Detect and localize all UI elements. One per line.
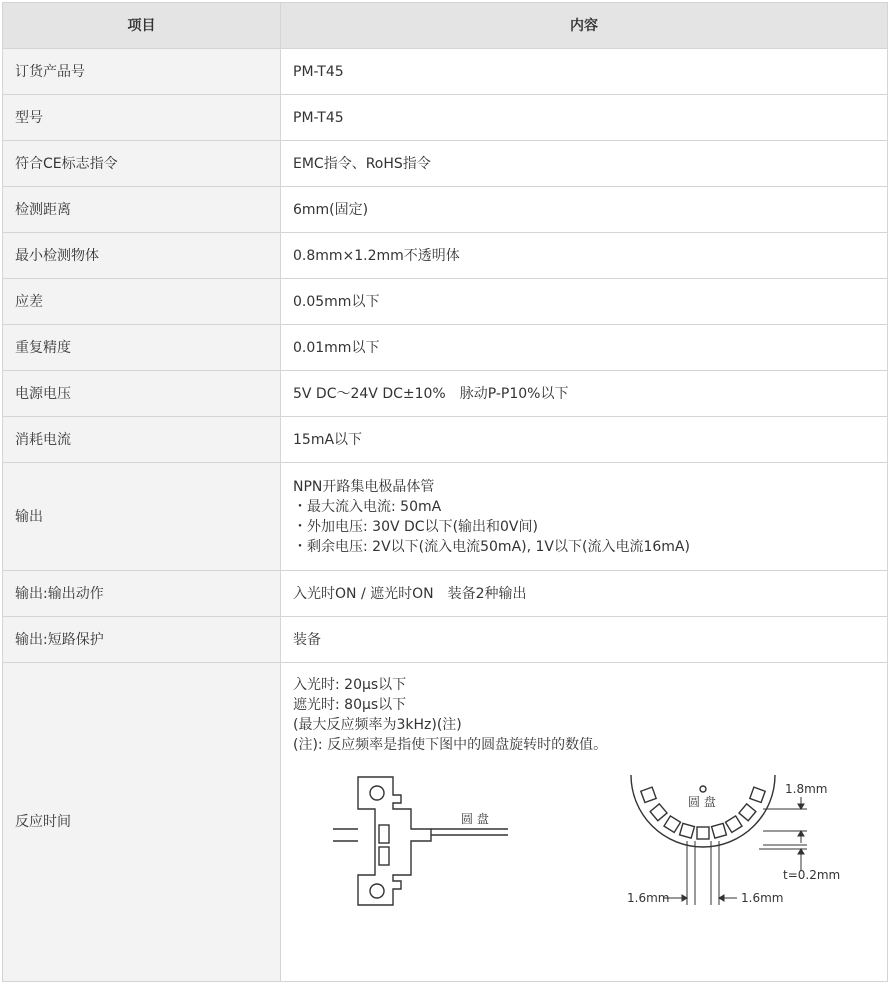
row-label: 电源电压	[3, 371, 281, 417]
response-line: 遮光时: 80μs以下	[293, 697, 407, 713]
table-row	[3, 371, 888, 417]
row-label: 最小检测物体	[3, 233, 281, 279]
row-label: 输出:输出动作	[3, 571, 281, 617]
row-label: 反应时间	[3, 663, 281, 982]
dim-slot: 1.8mm	[785, 782, 828, 796]
header-content: 内容	[281, 3, 888, 49]
row-label: 输出	[3, 463, 281, 571]
disc-slot	[725, 816, 742, 833]
row-label: 消耗电流	[3, 417, 281, 463]
table-row	[3, 233, 888, 279]
response-figure	[293, 767, 875, 927]
disc-slot	[750, 787, 765, 802]
table-row	[3, 325, 888, 371]
dim-thickness: t=0.2mm	[783, 868, 841, 882]
row-value: 0.05mm以下	[281, 279, 888, 325]
output-line: ・外加电压: 30V DC以下(输出和0V间)	[293, 518, 538, 535]
row-value: EMC指令、RoHS指令	[281, 141, 888, 187]
response-line: (注): 反应频率是指使下图中的圆盘旋转时的数值。	[293, 737, 608, 753]
disc-slot	[664, 816, 681, 833]
row-value: 15mA以下	[281, 417, 888, 463]
disc-slot	[641, 787, 656, 802]
table-row-output	[3, 463, 888, 571]
header-item: 项目	[3, 3, 281, 49]
disc-slot	[739, 804, 756, 821]
dim-left: 1.6mm	[627, 891, 670, 905]
dim-right: 1.6mm	[741, 891, 784, 905]
table-row	[3, 571, 888, 617]
table-row	[3, 187, 888, 233]
row-value: 0.01mm以下	[281, 325, 888, 371]
row-value: 0.8mm×1.2mm不透明体	[281, 233, 888, 279]
table-row	[3, 617, 888, 663]
row-value: 5V DC～24V DC±10% 脉动P-P10%以下	[281, 371, 888, 417]
disc-slot	[650, 804, 667, 821]
row-label: 重复精度	[3, 325, 281, 371]
output-line: ・剩余电压: 2V以下(流入电流50mA), 1V以下(流入电流16mA)	[293, 538, 690, 555]
row-value: PM-T45	[281, 49, 888, 95]
table-row	[3, 279, 888, 325]
row-value: PM-T45	[281, 95, 888, 141]
disc-label-right: 圆 盘	[688, 795, 716, 809]
header-row	[3, 3, 888, 49]
dimension-lines	[663, 797, 807, 905]
response-value	[281, 663, 888, 982]
row-label: 输出:短路保护	[3, 617, 281, 663]
table-row	[3, 141, 888, 187]
disc-slot	[712, 823, 727, 838]
response-line: 入光时: 20μs以下	[293, 677, 407, 693]
disc-drawing	[631, 775, 775, 847]
row-label: 应差	[3, 279, 281, 325]
row-label: 型号	[3, 95, 281, 141]
sensor-drawing	[333, 777, 508, 905]
disc-slot	[680, 823, 695, 838]
row-value: 6mm(固定)	[281, 187, 888, 233]
sensor-disc-diagram	[293, 767, 873, 927]
table-row-response	[3, 663, 888, 982]
table-row	[3, 417, 888, 463]
output-value	[281, 463, 888, 571]
row-value: 入光时ON / 遮光时ON 装备2种输出	[281, 571, 888, 617]
row-label: 符合CE标志指令	[3, 141, 281, 187]
disc-slot	[697, 827, 709, 839]
row-label: 检测距离	[3, 187, 281, 233]
row-value: 装备	[281, 617, 888, 663]
disc-label-left: 圆 盘	[461, 812, 489, 826]
response-line: (最大反应频率为3kHz)(注)	[293, 717, 462, 733]
output-line: ・最大流入电流: 50mA	[293, 498, 442, 515]
row-label: 订货产品号	[3, 49, 281, 95]
spec-table	[2, 2, 888, 982]
table-row	[3, 49, 888, 95]
output-line: NPN开路集电极晶体管	[293, 478, 435, 495]
table-row	[3, 95, 888, 141]
